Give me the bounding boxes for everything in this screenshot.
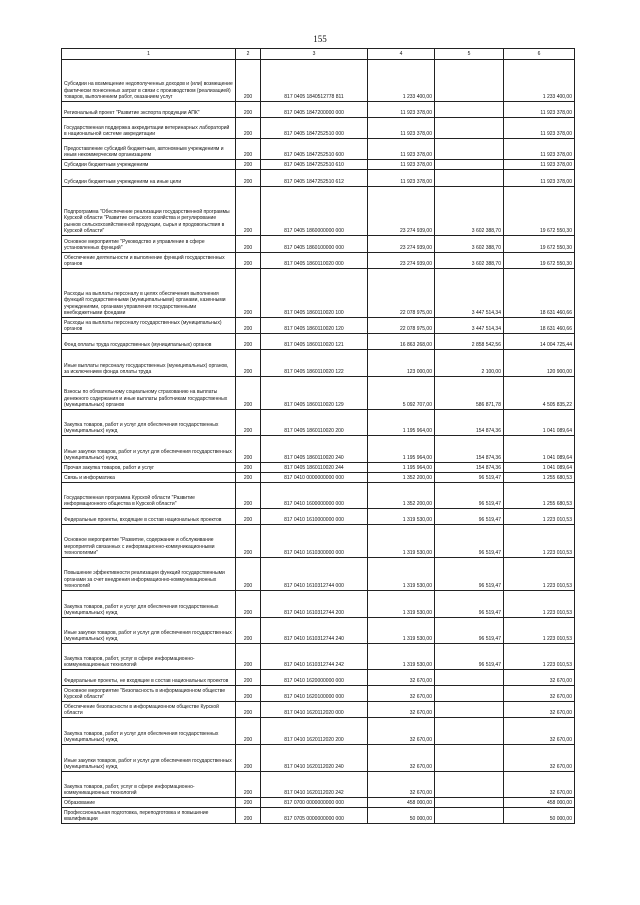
table-row [62, 473, 575, 483]
row-executed-amount-cell: 3 447 514,34 [435, 318, 504, 334]
row-classification-code-cell: 817 0405 1860000000 000 [261, 187, 368, 236]
row-name-cell: Закупка товаров, работ, услуг в сфере информационно-коммуникационных технологий [62, 772, 236, 798]
row-admin-code-cell: 200 [236, 118, 261, 139]
row-executed-amount-cell [435, 139, 504, 160]
row-approved-amount-cell: 23 274 939,00 [368, 253, 435, 269]
row-approved-amount-cell: 123 000,00 [368, 350, 435, 377]
table-row [62, 686, 575, 702]
row-admin-code-cell: 200 [236, 170, 261, 187]
row-unexecuted-amount-cell: 18 631 460,66 [504, 318, 575, 334]
row-unexecuted-amount-cell: 11 923 378,00 [504, 160, 575, 170]
row-executed-amount-cell: 3 602 388,70 [435, 253, 504, 269]
row-executed-amount-cell [435, 118, 504, 139]
table-row [62, 334, 575, 350]
table-row [62, 483, 575, 509]
row-name-cell: Фонд оплаты труда государственных (муниципальных) органов [62, 334, 236, 350]
row-executed-amount-cell: 154 874,36 [435, 463, 504, 473]
row-unexecuted-amount-cell: 32 670,00 [504, 772, 575, 798]
row-approved-amount-cell: 32 670,00 [368, 718, 435, 745]
row-admin-code-cell: 200 [236, 102, 261, 118]
row-unexecuted-amount-cell: 120 900,00 [504, 350, 575, 377]
row-executed-amount-cell [435, 102, 504, 118]
row-executed-amount-cell: 96 519,47 [435, 591, 504, 618]
row-unexecuted-amount-cell: 1 223 010,53 [504, 644, 575, 670]
row-admin-code-cell: 200 [236, 253, 261, 269]
row-executed-amount-cell [435, 808, 504, 824]
table-row [62, 702, 575, 718]
row-unexecuted-amount-cell: 1 223 010,53 [504, 618, 575, 644]
row-executed-amount-cell: 96 519,47 [435, 509, 504, 525]
row-executed-amount-cell: 96 519,47 [435, 483, 504, 509]
row-admin-code-cell: 200 [236, 670, 261, 686]
row-unexecuted-amount-cell: 1 041 089,64 [504, 436, 575, 463]
row-approved-amount-cell: 1 195 964,00 [368, 410, 435, 436]
table-row [62, 377, 575, 410]
row-admin-code-cell: 200 [236, 509, 261, 525]
row-unexecuted-amount-cell: 18 631 460,66 [504, 269, 575, 318]
table-row [62, 718, 575, 745]
row-admin-code-cell: 200 [236, 473, 261, 483]
budget-table [61, 48, 575, 824]
row-admin-code-cell: 200 [236, 236, 261, 253]
table-row [62, 269, 575, 318]
row-name-cell: Повышение эффективности реализации функций государственными органами за счет внедрения информационно-коммуникационных технологий [62, 558, 236, 591]
table-header-row [62, 49, 575, 60]
row-name-cell: Закупка товаров, работ и услуг для обеспечения государственных (муниципальных) нужд [62, 410, 236, 436]
row-unexecuted-amount-cell: 11 923 378,00 [504, 139, 575, 160]
row-executed-amount-cell: 3 447 514,34 [435, 269, 504, 318]
row-classification-code-cell: 817 0705 0000000000 000 [261, 808, 368, 824]
row-admin-code-cell: 200 [236, 187, 261, 236]
row-executed-amount-cell [435, 772, 504, 798]
row-approved-amount-cell: 32 670,00 [368, 670, 435, 686]
row-name-cell: Государственная поддержка аккредитации ветеринарных лабораторий в национальной системе аккредитации [62, 118, 236, 139]
row-approved-amount-cell: 32 670,00 [368, 702, 435, 718]
row-name-cell: Иные закупки товаров, работ и услуг для обеспечения государственных (муниципальных) нужд [62, 436, 236, 463]
row-unexecuted-amount-cell: 11 923 378,00 [504, 170, 575, 187]
row-executed-amount-cell: 96 519,47 [435, 558, 504, 591]
table-row [62, 591, 575, 618]
row-approved-amount-cell: 11 923 378,00 [368, 170, 435, 187]
row-executed-amount-cell [435, 702, 504, 718]
row-classification-code-cell: 817 0405 1860110020 121 [261, 334, 368, 350]
row-classification-code-cell: 817 0410 1610312744 200 [261, 591, 368, 618]
row-admin-code-cell: 200 [236, 558, 261, 591]
row-classification-code-cell: 817 0405 1847200000 000 [261, 102, 368, 118]
row-unexecuted-amount-cell: 32 670,00 [504, 745, 575, 772]
row-admin-code-cell: 200 [236, 618, 261, 644]
row-approved-amount-cell: 22 078 975,00 [368, 269, 435, 318]
row-executed-amount-cell: 96 519,47 [435, 644, 504, 670]
row-classification-code-cell: 817 0405 1860110020 122 [261, 350, 368, 377]
row-classification-code-cell: 817 0405 1847252510 610 [261, 160, 368, 170]
table-row [62, 558, 575, 591]
header-cell: 2 [236, 49, 261, 60]
row-admin-code-cell: 200 [236, 377, 261, 410]
row-approved-amount-cell: 23 274 939,00 [368, 187, 435, 236]
row-classification-code-cell: 817 0405 1847252510 612 [261, 170, 368, 187]
row-classification-code-cell: 817 0405 1840512778 811 [261, 60, 368, 102]
row-approved-amount-cell: 23 274 939,00 [368, 236, 435, 253]
table-row [62, 436, 575, 463]
table-row [62, 525, 575, 558]
table-row [62, 798, 575, 808]
row-unexecuted-amount-cell: 14 004 725,44 [504, 334, 575, 350]
row-approved-amount-cell: 11 923 378,00 [368, 118, 435, 139]
row-unexecuted-amount-cell: 4 505 835,22 [504, 377, 575, 410]
row-name-cell: Расходы на выплаты персоналу государственных (муниципальных) органов [62, 318, 236, 334]
table-row [62, 618, 575, 644]
row-name-cell: Субсидии бюджетным учреждениям [62, 160, 236, 170]
row-classification-code-cell: 817 0410 1610312744 240 [261, 618, 368, 644]
row-approved-amount-cell: 458 000,00 [368, 798, 435, 808]
header-cell: 4 [368, 49, 435, 60]
row-classification-code-cell: 817 0410 1610312744 242 [261, 644, 368, 670]
row-classification-code-cell: 817 0405 1860100000 000 [261, 236, 368, 253]
header-cell: 5 [435, 49, 504, 60]
row-approved-amount-cell: 11 923 378,00 [368, 160, 435, 170]
row-admin-code-cell: 200 [236, 350, 261, 377]
table-row [62, 160, 575, 170]
row-admin-code-cell: 200 [236, 410, 261, 436]
row-name-cell: Взносы по обязательному социальному страхованию на выплаты денежного содержания и иные выплаты работникам государственных (муниципальных) органов [62, 377, 236, 410]
table-row [62, 318, 575, 334]
row-name-cell: Субсидии бюджетным учреждениям на иные цели [62, 170, 236, 187]
row-executed-amount-cell [435, 686, 504, 702]
row-admin-code-cell: 200 [236, 160, 261, 170]
row-approved-amount-cell: 1 233 400,00 [368, 60, 435, 102]
row-name-cell: Расходы на выплаты персоналу в целях обеспечения выполнения функций государственными (муниципальными) органами, казенными учреждениями, органами управления государственными внебюджетными фондами [62, 269, 236, 318]
row-name-cell: Государственная программа Курской области "Развитие информационного общества в Курской области" [62, 483, 236, 509]
row-name-cell: Основное мероприятие "Руководство и управление в сфере установленных функций" [62, 236, 236, 253]
row-name-cell: Федеральные проекты, входящие в состав национальных проектов [62, 509, 236, 525]
row-admin-code-cell: 200 [236, 702, 261, 718]
row-classification-code-cell: 817 0410 1610000000 000 [261, 509, 368, 525]
table-row [62, 60, 575, 102]
row-approved-amount-cell: 11 923 378,00 [368, 102, 435, 118]
row-unexecuted-amount-cell: 1 233 400,00 [504, 60, 575, 102]
row-executed-amount-cell: 96 519,47 [435, 525, 504, 558]
row-executed-amount-cell: 154 874,36 [435, 410, 504, 436]
row-executed-amount-cell: 96 519,47 [435, 618, 504, 644]
row-executed-amount-cell: 3 602 388,70 [435, 236, 504, 253]
row-approved-amount-cell: 32 670,00 [368, 686, 435, 702]
row-approved-amount-cell: 1 319 530,00 [368, 558, 435, 591]
row-name-cell: Обеспечение безопасности в информационном обществе Курской области [62, 702, 236, 718]
row-classification-code-cell: 817 0410 1620112020 000 [261, 702, 368, 718]
row-executed-amount-cell: 96 519,47 [435, 473, 504, 483]
table-row [62, 670, 575, 686]
row-executed-amount-cell [435, 170, 504, 187]
row-executed-amount-cell: 2 100,00 [435, 350, 504, 377]
row-classification-code-cell: 817 0405 1860110020 120 [261, 318, 368, 334]
row-name-cell: Прочая закупка товаров, работ и услуг [62, 463, 236, 473]
row-admin-code-cell: 200 [236, 644, 261, 670]
row-name-cell: Региональный проект "Развитие экспорта продукции АПК" [62, 102, 236, 118]
table-row [62, 463, 575, 473]
row-name-cell: Субсидии на возмещение недополученных доходов и (или) возмещение фактически понесенных затрат в связи с производством (реализацией) товаров, выполнением работ, оказанием услуг [62, 60, 236, 102]
row-unexecuted-amount-cell: 1 041 089,64 [504, 410, 575, 436]
row-classification-code-cell: 817 0405 1860110020 240 [261, 436, 368, 463]
row-admin-code-cell: 200 [236, 60, 261, 102]
row-executed-amount-cell [435, 60, 504, 102]
row-approved-amount-cell: 1 319 530,00 [368, 644, 435, 670]
table-row [62, 187, 575, 236]
row-unexecuted-amount-cell: 50 000,00 [504, 808, 575, 824]
row-name-cell: Федеральные проекты, не входящие в состав национальных проектов [62, 670, 236, 686]
row-unexecuted-amount-cell: 458 000,00 [504, 798, 575, 808]
row-name-cell: Иные закупки товаров, работ и услуг для обеспечения государственных (муниципальных) нужд [62, 745, 236, 772]
row-approved-amount-cell: 32 670,00 [368, 772, 435, 798]
row-approved-amount-cell: 1 195 964,00 [368, 436, 435, 463]
row-classification-code-cell: 817 0405 1860110020 000 [261, 253, 368, 269]
row-unexecuted-amount-cell: 1 223 010,53 [504, 591, 575, 618]
row-unexecuted-amount-cell: 32 670,00 [504, 702, 575, 718]
page-number: 155 [313, 34, 327, 44]
row-name-cell: Подпрограмма "Обеспечение реализации государственной программы Курской области "Развитие сельского хозяйства и регулирование рынков сельскохозяйственной продукции, сырья и продовольствия в Курской области" [62, 187, 236, 236]
row-classification-code-cell: 817 0410 1620000000 000 [261, 670, 368, 686]
row-executed-amount-cell [435, 160, 504, 170]
table-row [62, 102, 575, 118]
row-name-cell: Обеспечение деятельности и выполнение функций государственных органов [62, 253, 236, 269]
row-unexecuted-amount-cell: 1 223 010,53 [504, 525, 575, 558]
row-classification-code-cell: 817 0405 1860110020 100 [261, 269, 368, 318]
row-admin-code-cell: 200 [236, 139, 261, 160]
table-row [62, 509, 575, 525]
row-classification-code-cell: 817 0410 1620112020 242 [261, 772, 368, 798]
row-approved-amount-cell: 1 352 200,00 [368, 483, 435, 509]
table-row [62, 118, 575, 139]
row-unexecuted-amount-cell: 32 670,00 [504, 718, 575, 745]
row-unexecuted-amount-cell: 1 041 089,64 [504, 463, 575, 473]
row-approved-amount-cell: 1 195 964,00 [368, 463, 435, 473]
row-unexecuted-amount-cell: 1 255 680,53 [504, 483, 575, 509]
row-unexecuted-amount-cell: 19 672 550,30 [504, 187, 575, 236]
row-unexecuted-amount-cell: 1 223 010,53 [504, 558, 575, 591]
row-admin-code-cell: 200 [236, 686, 261, 702]
row-admin-code-cell: 200 [236, 463, 261, 473]
row-name-cell: Связь и информатика [62, 473, 236, 483]
row-admin-code-cell: 200 [236, 525, 261, 558]
row-unexecuted-amount-cell: 19 672 550,30 [504, 253, 575, 269]
row-classification-code-cell: 817 0700 0000000000 000 [261, 798, 368, 808]
table-row [62, 170, 575, 187]
row-admin-code-cell: 200 [236, 798, 261, 808]
row-approved-amount-cell: 1 319 530,00 [368, 618, 435, 644]
table-row [62, 139, 575, 160]
row-admin-code-cell: 200 [236, 591, 261, 618]
row-unexecuted-amount-cell: 19 672 550,30 [504, 236, 575, 253]
row-admin-code-cell: 200 [236, 334, 261, 350]
row-classification-code-cell: 817 0410 1620112020 240 [261, 745, 368, 772]
row-approved-amount-cell: 1 319 530,00 [368, 525, 435, 558]
row-admin-code-cell: 200 [236, 269, 261, 318]
row-classification-code-cell: 817 0405 1860110020 244 [261, 463, 368, 473]
table-row [62, 410, 575, 436]
row-approved-amount-cell: 1 319 530,00 [368, 509, 435, 525]
table-row [62, 253, 575, 269]
row-executed-amount-cell: 2 858 542,56 [435, 334, 504, 350]
row-classification-code-cell: 817 0405 1847252510 000 [261, 118, 368, 139]
row-unexecuted-amount-cell: 1 255 680,53 [504, 473, 575, 483]
row-classification-code-cell: 817 0405 1860110020 129 [261, 377, 368, 410]
header-cell: 6 [504, 49, 575, 60]
table-row [62, 236, 575, 253]
row-classification-code-cell: 817 0405 1847252510 600 [261, 139, 368, 160]
row-name-cell: Иные выплаты персоналу государственных (муниципальных) органов, за исключением фонда оплаты труда [62, 350, 236, 377]
row-executed-amount-cell: 3 602 388,70 [435, 187, 504, 236]
header-cell: 3 [261, 49, 368, 60]
row-name-cell: Основное мероприятие "Развитие, содержание и обслуживание мероприятий связанных с информационно-коммуникационными технологиями" [62, 525, 236, 558]
row-name-cell: Профессиональная подготовка, переподготовка и повышение квалификации [62, 808, 236, 824]
table-row [62, 644, 575, 670]
row-admin-code-cell: 200 [236, 772, 261, 798]
row-executed-amount-cell [435, 798, 504, 808]
row-admin-code-cell: 200 [236, 318, 261, 334]
row-name-cell: Предоставление субсидий бюджетным, автономным учреждениям и иным некоммерческим организациям [62, 139, 236, 160]
row-approved-amount-cell: 5 092 707,00 [368, 377, 435, 410]
row-approved-amount-cell: 16 863 268,00 [368, 334, 435, 350]
row-unexecuted-amount-cell: 1 223 010,53 [504, 509, 575, 525]
row-approved-amount-cell: 1 319 530,00 [368, 591, 435, 618]
table-row [62, 808, 575, 824]
row-name-cell: Закупка товаров, работ и услуг для обеспечения государственных (муниципальных) нужд [62, 718, 236, 745]
table-row [62, 772, 575, 798]
row-approved-amount-cell: 50 000,00 [368, 808, 435, 824]
row-approved-amount-cell: 11 923 378,00 [368, 139, 435, 160]
row-classification-code-cell: 817 0410 1610312744 000 [261, 558, 368, 591]
row-approved-amount-cell: 1 352 200,00 [368, 473, 435, 483]
row-unexecuted-amount-cell: 11 923 378,00 [504, 118, 575, 139]
row-executed-amount-cell [435, 718, 504, 745]
row-name-cell: Закупка товаров, работ, услуг в сфере информационно-коммуникационных технологий [62, 644, 236, 670]
row-executed-amount-cell [435, 745, 504, 772]
row-admin-code-cell: 200 [236, 745, 261, 772]
row-executed-amount-cell [435, 670, 504, 686]
row-admin-code-cell: 200 [236, 718, 261, 745]
header-cell: 1 [62, 49, 236, 60]
row-unexecuted-amount-cell: 32 670,00 [504, 670, 575, 686]
row-executed-amount-cell: 586 871,78 [435, 377, 504, 410]
table-row [62, 745, 575, 772]
row-name-cell: Основное мероприятие "Безопасность в информационном обществе Курской области" [62, 686, 236, 702]
row-unexecuted-amount-cell: 32 670,00 [504, 686, 575, 702]
row-classification-code-cell: 817 0410 0000000000 000 [261, 473, 368, 483]
row-approved-amount-cell: 32 670,00 [368, 745, 435, 772]
row-admin-code-cell: 200 [236, 436, 261, 463]
row-classification-code-cell: 817 0405 1860110020 200 [261, 410, 368, 436]
row-executed-amount-cell: 154 874,36 [435, 436, 504, 463]
row-classification-code-cell: 817 0410 1600000000 000 [261, 483, 368, 509]
row-classification-code-cell: 817 0410 1620112020 200 [261, 718, 368, 745]
row-unexecuted-amount-cell: 11 923 378,00 [504, 102, 575, 118]
row-name-cell: Образование [62, 798, 236, 808]
row-admin-code-cell: 200 [236, 483, 261, 509]
row-name-cell: Иные закупки товаров, работ и услуг для обеспечения государственных (муниципальных) нужд [62, 618, 236, 644]
row-name-cell: Закупка товаров, работ и услуг для обеспечения государственных (муниципальных) нужд [62, 591, 236, 618]
row-admin-code-cell: 200 [236, 808, 261, 824]
row-approved-amount-cell: 22 078 975,00 [368, 318, 435, 334]
table-row [62, 350, 575, 377]
row-classification-code-cell: 817 0410 1620100000 000 [261, 686, 368, 702]
row-classification-code-cell: 817 0410 1610300000 000 [261, 525, 368, 558]
